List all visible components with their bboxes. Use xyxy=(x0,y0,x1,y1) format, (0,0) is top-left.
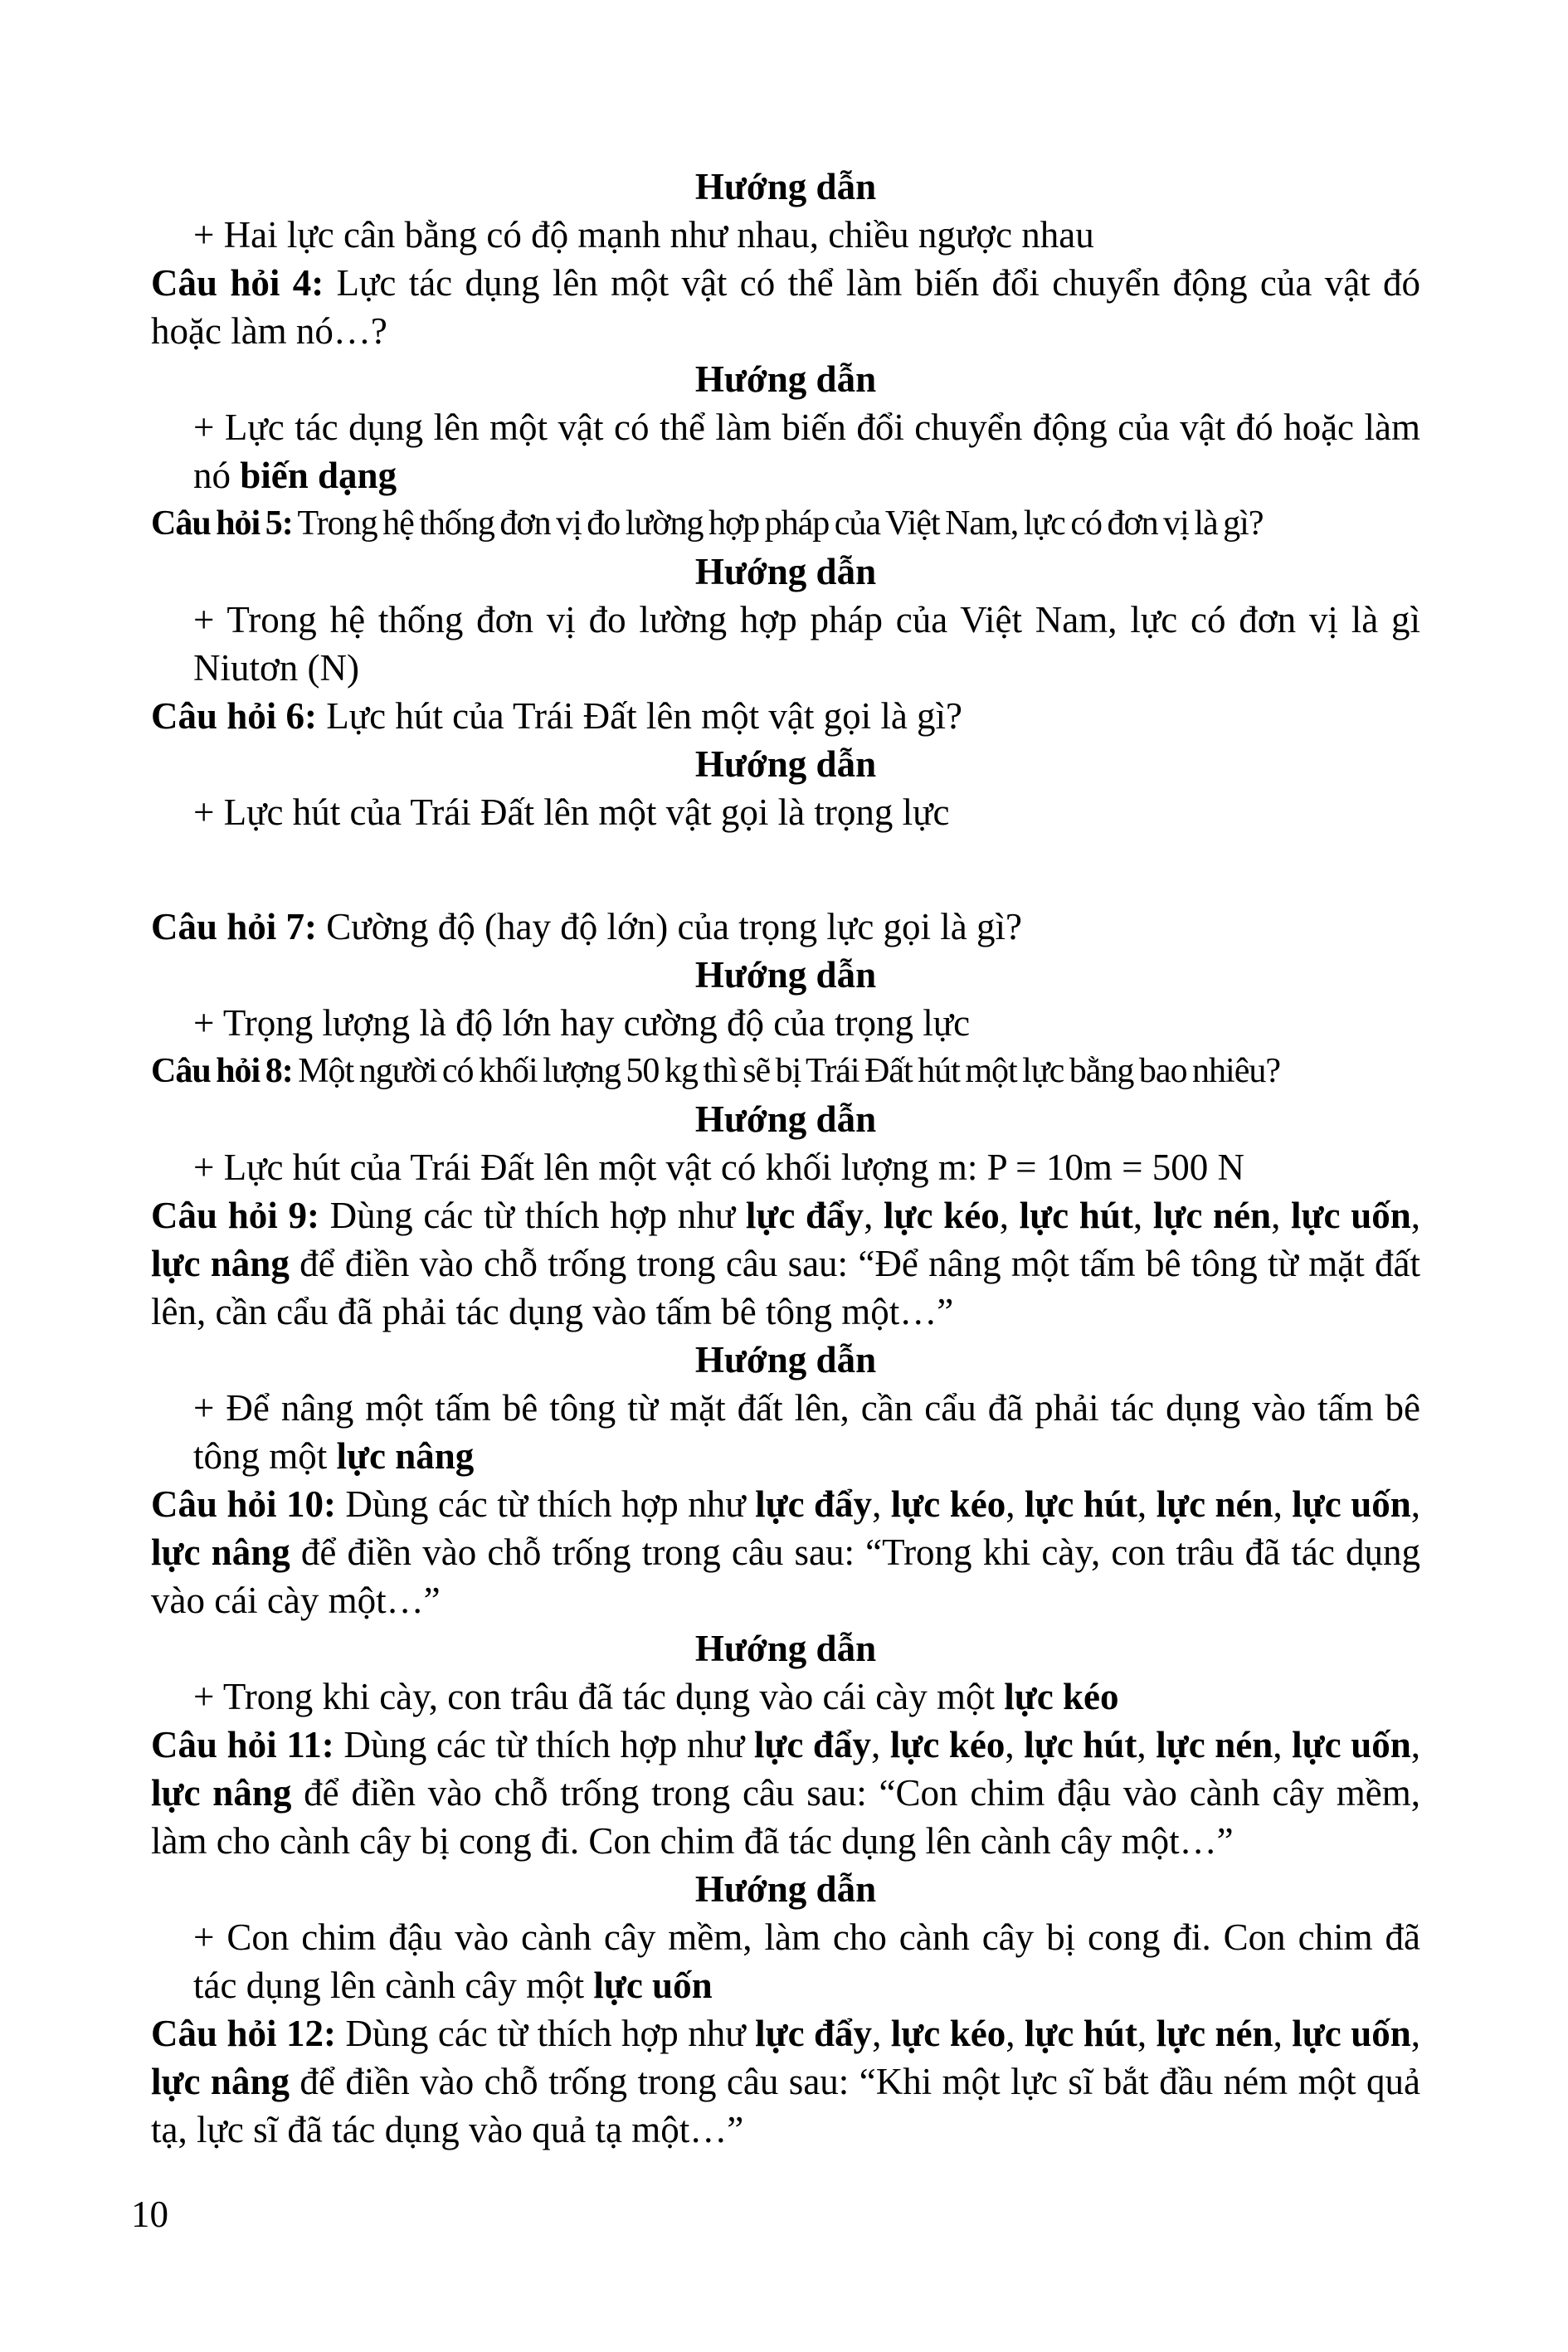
bold-term: lực kéo xyxy=(1004,1676,1119,1717)
answer-paragraph: + Trong khi cày, con trâu đã tác dụng vào cái cày một lực kéo xyxy=(193,1676,1119,1717)
question-paragraph: Câu hỏi 11: Dùng các từ thích hợp như lực đẩy, lực kéo, lực hút, lực nén, lực uốn, lực nâng để điền vào chỗ trống trong câu sau: “Con chim đậu vào cành cây mềm, làm cho cành cây bị cong đi. Con chim đã tác dụng lên cành cây một…” xyxy=(151,1724,1421,1862)
bold-term: Câu hỏi 6: xyxy=(151,695,318,737)
question-paragraph: Câu hỏi 10: Dùng các từ thích hợp như lực đẩy, lực kéo, lực hút, lực nén, lực uốn, lực nâng để điền vào chỗ trống trong câu sau: “Trong khi cày, con trâu đã tác dụng vào cái cày một…” xyxy=(151,1483,1421,1621)
answer-paragraph: + Hai lực cân bằng có độ mạnh như nhau, chiều ngược nhau xyxy=(193,214,1094,256)
bold-term: Câu hỏi 11: xyxy=(151,1724,334,1765)
question-paragraph: Câu hỏi 6: Lực hút của Trái Đất lên một vật gọi là gì? xyxy=(151,695,963,737)
page-content xyxy=(151,163,1420,2154)
answer-paragraph: + Lực tác dụng lên một vật có thể làm biến đổi chuyển động của vật đó hoặc làm nó biến dạng xyxy=(193,407,1420,496)
bold-term: lực uốn xyxy=(1292,1724,1411,1765)
blank-line xyxy=(151,836,1420,903)
bold-term: lực uốn xyxy=(1292,1483,1411,1525)
answer-paragraph: + Lực hút của Trái Đất lên một vật gọi là trọng lực xyxy=(193,791,950,833)
bold-term: lực nén xyxy=(1156,2013,1273,2054)
bold-term: lực kéo xyxy=(884,1195,1000,1236)
section-heading: Hướng dẫn xyxy=(694,551,877,592)
bold-term: Câu hỏi 9: xyxy=(151,1195,319,1236)
question-paragraph: Câu hỏi 7: Cường độ (hay độ lớn) của trọng lực gọi là gì? xyxy=(151,906,1022,947)
bold-term: biến dạng xyxy=(240,455,397,496)
question-paragraph: Câu hỏi 4: Lực tác dụng lên một vật có thể làm biến đổi chuyển động của vật đó hoặc làm nó…? xyxy=(151,262,1420,352)
section-heading: Hướng dẫn xyxy=(694,1098,877,1140)
bold-term: lực nén xyxy=(1156,1724,1273,1765)
bold-term: lực hút xyxy=(1024,1483,1137,1525)
bold-term: lực đẩy xyxy=(755,2013,873,2054)
answer-paragraph: + Để nâng một tấm bê tông từ mặt đất lên, cần cẩu đã phải tác dụng vào tấm bê tông một lực nâng xyxy=(193,1387,1420,1477)
section-heading: Hướng dẫn xyxy=(694,1868,877,1910)
bold-term: Câu hỏi 5: xyxy=(151,504,293,543)
question-paragraph: Câu hỏi 12: Dùng các từ thích hợp như lực đẩy, lực kéo, lực hút, lực nén, lực uốn, lực nâng để điền vào chỗ trống trong câu sau: “Khi một lực sĩ bắt đầu ném một quả tạ, lực sĩ đã tác dụng vào quả tạ một…” xyxy=(151,2013,1421,2150)
answer-paragraph: + Trong hệ thống đơn vị đo lường hợp pháp của Việt Nam, lực có đơn vị là gì Niutơn (N) xyxy=(193,599,1420,689)
section-heading: Hướng dẫn xyxy=(694,954,877,996)
bold-term: lực nén xyxy=(1152,1195,1272,1236)
answer-paragraph: + Lực hút của Trái Đất lên một vật có khối lượng m: P = 10m = 500 N xyxy=(193,1147,1244,1188)
bold-term: lực uốn xyxy=(593,1965,713,2006)
bold-term: lực kéo xyxy=(890,1483,1006,1525)
question-paragraph: Câu hỏi 8: Một người có khối lượng 50 kg thì sẽ bị Trái Đất hút một lực bằng bao nhiêu? xyxy=(151,1052,1280,1090)
bold-term: Câu hỏi 7: xyxy=(151,906,318,947)
bold-term: lực hút xyxy=(1024,1724,1137,1765)
bold-term: lực hút xyxy=(1019,1195,1133,1236)
section-heading: Hướng dẫn xyxy=(694,358,877,400)
bold-term: lực kéo xyxy=(890,2013,1006,2054)
bold-term: lực hút xyxy=(1024,2013,1137,2054)
question-paragraph: Câu hỏi 5: Trong hệ thống đơn vị đo lường hợp pháp của Việt Nam, lực có đơn vị là gì? xyxy=(151,504,1264,543)
bold-term: lực nâng xyxy=(151,2061,290,2102)
bold-term: lực đẩy xyxy=(745,1195,864,1236)
bold-term: lực nâng xyxy=(336,1435,475,1477)
bold-term: lực nâng xyxy=(151,1243,290,1284)
bold-term: lực đẩy xyxy=(755,1483,873,1525)
bold-term: lực đẩy xyxy=(753,1724,871,1765)
page-number: 10 xyxy=(131,2194,168,2235)
bold-term: Câu hỏi 8: xyxy=(151,1052,293,1090)
bold-term: lực nâng xyxy=(151,1772,292,1814)
section-heading: Hướng dẫn xyxy=(694,743,877,785)
question-paragraph: Câu hỏi 9: Dùng các từ thích hợp như lực đẩy, lực kéo, lực hút, lực nén, lực uốn, lực nâng để điền vào chỗ trống trong câu sau: “Để nâng một tấm bê tông từ mặt đất lên, cần cẩu đã phải tác dụng vào tấm bê tông một…” xyxy=(151,1195,1421,1332)
answer-paragraph: + Trọng lượng là độ lớn hay cường độ của trọng lực xyxy=(193,1002,971,1044)
bold-term: Câu hỏi 10: xyxy=(151,1483,336,1525)
bold-term: Câu hỏi 12: xyxy=(151,2013,336,2054)
section-heading: Hướng dẫn xyxy=(694,1628,877,1669)
bold-term: Câu hỏi 4: xyxy=(151,262,324,304)
bold-term: lực nén xyxy=(1156,1483,1273,1525)
bold-term: lực uốn xyxy=(1292,2013,1411,2054)
section-heading: Hướng dẫn xyxy=(694,1339,877,1381)
section-heading: Hướng dẫn xyxy=(694,166,877,207)
bold-term: lực kéo xyxy=(889,1724,1006,1765)
bold-term: lực uốn xyxy=(1291,1195,1411,1236)
bold-term: lực nâng xyxy=(151,1531,290,1573)
answer-paragraph: + Con chim đậu vào cành cây mềm, làm cho cành cây bị cong đi. Con chim đã tác dụng lên cành cây một lực uốn xyxy=(193,1916,1420,2006)
